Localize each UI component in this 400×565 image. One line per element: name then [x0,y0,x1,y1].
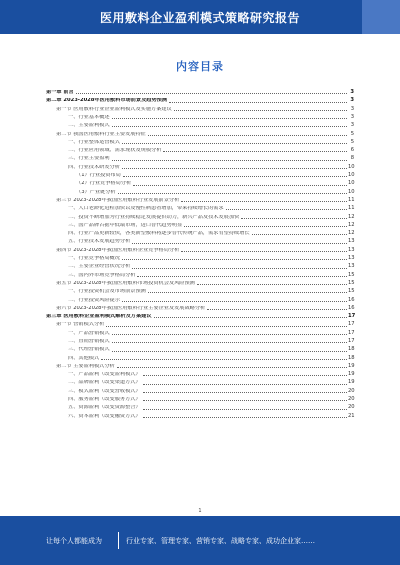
toc-entry-text: 四、服务盈利（改变服务方式） [68,397,141,403]
toc-entry[interactable] [46,120,354,128]
toc-entry-page: 15 [348,288,355,295]
toc-entry-page: 11 [348,196,355,203]
toc-entry[interactable] [46,402,354,410]
toc-entry-page: 16 [348,296,355,303]
toc-leader-dots [163,151,347,152]
toc-leader-dots [143,375,347,376]
toc-entry[interactable] [46,228,354,236]
toc-entry-page: 19 [348,379,355,386]
toc-leader-dots [143,400,347,401]
toc-entry[interactable] [46,178,354,186]
toc-entry[interactable] [46,170,354,178]
footer-slogan-right: 行业专家、管理专家、营销专家、战略专家、成功企业家…… [126,537,315,545]
toc-leader-dots [241,218,347,219]
toc-entry[interactable] [46,336,354,344]
toc-entry-text: 三、行业主要盈利 [68,156,110,162]
toc-entry-page: 3 [350,113,354,120]
footer-divider [118,532,119,549]
toc-leader-dots [106,326,347,327]
toc-entry[interactable] [46,220,354,228]
toc-leader-dots [143,384,347,385]
toc-entry-page: 10 [348,180,355,187]
toc-entry-text: 一、行业整体运营模式 [68,139,120,145]
footer-slogan-left: 让每个人都能成为 [46,537,102,545]
toc-leader-dots [184,226,347,227]
toc-entry[interactable] [46,128,354,136]
toc-leader-dots [252,234,347,235]
toc-entry-page: 20 [348,396,355,403]
toc-entry[interactable] [46,311,354,319]
toc-entry[interactable] [46,270,354,278]
toc-entry[interactable] [46,253,354,261]
toc-leader-dots [101,359,347,360]
toc-entry-text: （2）行业竞争格局分析 [76,181,132,187]
toc-entry-text: 二、投资不断增加为行业持续稳定发展提供动力，新兴产品及技术发展加快 [68,214,240,220]
toc-entry-page: 3 [350,97,354,104]
page-number: 1 [198,508,202,514]
toc-leader-dots [112,118,347,119]
toc-entry-text: （3）产业链分析 [76,189,116,195]
toc-leader-dots [148,292,347,293]
toc-entry-text: 一、行业基本概述 [68,114,110,120]
toc-leader-dots [143,417,347,418]
toc-leader-dots [132,243,347,244]
toc-entry-text: 三、模式盈利（改变营收模式） [68,388,141,394]
toc-leader-dots [112,126,347,127]
toc-entry-page: 21 [348,412,355,419]
toc-leader-dots [76,93,347,94]
toc-leader-dots [148,135,347,136]
toc-entry-text: 第五节 2023-2028年我国医用敷料市场投资机会及风险预测 [56,280,195,286]
toc-entry[interactable] [46,394,354,402]
toc-entry-text: 第一节 营销模式分析 [56,322,105,328]
toc-entry-text: 一、行业竞争格局概况 [68,256,120,262]
toc-entry-page: 13 [348,246,355,253]
toc-entry-text: 三、代理营销模式 [68,347,110,353]
toc-entry-page: 13 [348,255,355,262]
toc-entry-page: 20 [348,387,355,394]
toc-entry[interactable] [46,319,354,327]
toc-entry-page: 18 [348,346,355,353]
toc-entry[interactable] [46,286,354,294]
toc-entry-text: 四、行业产品更新较快，各类新型敷料将逐步替代传统产品，需求有望持续增长 [68,231,250,237]
toc-leader-dots [112,342,347,343]
toc-entry-page: 3 [350,89,354,96]
toc-leader-dots [118,193,347,194]
toc-entry-page: 12 [348,221,355,228]
toc-entry[interactable] [46,162,354,170]
toc-entry-page: 12 [348,230,355,237]
toc-leader-dots [226,209,347,210]
toc-entry[interactable] [46,211,354,219]
toc-entry[interactable] [46,153,354,161]
toc-entry-text: 一、行业投资机会及市场前景预测 [68,289,146,295]
toc-entry-text: 第二节 主要盈利模式分析 [56,363,115,369]
toc-leader-dots [117,367,347,368]
toc-leader-dots [143,392,347,393]
toc-leader-dots [137,276,347,277]
toc-entry[interactable] [46,344,354,352]
toc-entry-text: 第四节 2023-2028年我国医用敷料企业竞争格局分析 [56,247,180,253]
toc-entry[interactable] [46,377,354,385]
toc-leader-dots [122,143,347,144]
toc-entry-text: 第三章 医用敷料企业盈利模式解析及方案建议 [46,314,152,320]
toc-entry-page: 20 [348,404,355,411]
toc-entry[interactable] [46,104,354,112]
toc-entry-text: 二、行业投资风险提示 [68,297,120,303]
toc-entry-text: 二、主要企业经营状况分析 [68,264,131,270]
toc-entry-text: 五、资源盈利（改变资源整合） [68,405,141,411]
toc-leader-dots [112,334,347,335]
toc-leader-dots [154,317,347,318]
toc-entry-text: 第一节 医用敷料行业企业盈利模式及实施方案建议 [56,106,172,112]
toc-entry[interactable] [46,87,354,95]
toc-leader-dots [112,351,347,352]
toc-entry-page: 17 [348,313,356,320]
toc-entry-text: 三、国内外市场竞争格局分析 [68,272,136,278]
toc-entry[interactable] [46,294,354,302]
toc-entry[interactable] [46,112,354,120]
toc-entry[interactable] [46,361,354,369]
toc-entry-text: 二、直销营销模式 [68,339,110,344]
toc-entry[interactable] [46,236,354,244]
toc-entry-page: 11 [348,205,355,212]
toc-entry[interactable] [46,245,354,253]
toc-entry-text: 第二节 我国医用敷料行业主要发展特征 [56,131,146,137]
toc-entry[interactable] [46,278,354,286]
toc-leader-dots [181,201,347,202]
toc-entry-page: 19 [348,371,355,378]
toc-entry-page: 10 [348,163,355,170]
toc-leader-dots [181,251,347,252]
toc-entry[interactable] [46,328,354,336]
toc-leader-dots [169,102,347,103]
toc-leader-dots [174,110,347,111]
toc-leader-dots [122,168,347,169]
toc-entry-page: 13 [348,238,355,245]
report-title: 医用敷料企业盈利模式策略研究报告 [99,11,300,25]
toc-entry[interactable] [46,195,354,203]
toc-entry-text: 第一章 前言 [46,90,74,96]
toc-entry-page: 17 [348,321,355,328]
toc-entry[interactable] [46,411,354,419]
toc-entry-page: 3 [350,105,354,112]
toc-entry-text: 二、主要盈利模式 [68,123,110,129]
toc-entry-text: 第六节 2023-2028年我国医用敷料行业主要企业及发展战略分析 [56,305,206,311]
toc-entry[interactable] [46,369,354,377]
toc-entry-page: 17 [348,338,355,344]
footer-banner [0,516,400,565]
toc-entry-text: 六、资本盈利（改变融资方式） [68,413,141,419]
toc-entry[interactable] [46,353,354,361]
toc-leader-dots [133,185,347,186]
toc-entry-page: 5 [350,130,354,137]
toc-leader-dots [123,176,347,177]
toc-leader-dots [143,409,347,410]
toc-entry-text: （1）行业投资布局 [76,173,121,179]
toc-entry[interactable] [46,261,354,269]
toc-entry-page: 19 [348,362,355,369]
toc-entry[interactable] [46,145,354,153]
toc-entry[interactable] [46,95,354,103]
toc-entry-text: 三、国产品牌占据中低端市场，进口替代趋势明显 [68,222,183,228]
toc-leader-dots [207,309,347,310]
toc-leader-dots [197,284,347,285]
header-banner [0,0,400,34]
toc-entry-text: 四、其他模式 [68,355,100,361]
toc-entry-text: 一、产品营销模式 [68,330,110,336]
toc-entry-page: 15 [348,279,355,286]
toc-entry-page: 10 [348,188,355,195]
toc-entry[interactable] [46,137,354,145]
toc-leader-dots [112,160,347,161]
toc-entry-text: 二、品牌盈利（改变渠道方式） [68,380,141,386]
toc-entry-text: 二、行业应用领域、需求现状及规模分析 [68,148,162,154]
toc-entry-text: 四、行业技术研发分析 [68,164,120,170]
toc-entry-text: 五、行业技术发展趋势分析 [68,239,131,245]
toc-entry-page: 16 [348,304,355,311]
toc-entry-page: 3 [350,122,354,129]
table-of-contents [46,87,354,419]
toc-entry-page: 12 [348,213,355,220]
toc-entry-text: 一、产品盈利（改变盈利模式） [68,372,141,378]
toc-heading: 内容目录 [176,60,224,73]
toc-entry-page: 17 [348,329,355,336]
toc-entry-page: 18 [348,354,355,361]
toc-entry-page: 6 [350,147,354,154]
toc-entry-text: 第三节 2023-2028年我国医用敷料行业发展前景分析 [56,197,180,203]
toc-entry-page: 15 [348,271,355,278]
toc-entry[interactable] [46,187,354,195]
toc-entry-page: 8 [350,155,354,162]
toc-entry[interactable] [46,386,354,394]
toc-entry[interactable] [46,203,354,211]
toc-entry-page: 5 [350,138,354,145]
toc-leader-dots [122,259,347,260]
toc-leader-dots [132,268,347,269]
toc-entry-text: 一、人口老龄化进程加快以及慢性病患者增加，带来持续增长的需求 [68,206,224,212]
toc-entry-page: 10 [348,172,355,179]
toc-leader-dots [122,301,347,302]
toc-entry[interactable] [46,303,354,311]
toc-entry-page: 13 [348,263,355,270]
toc-entry-text: 第二章 2023-2028年医用敷料市场前景及趋势预测 [46,98,168,104]
